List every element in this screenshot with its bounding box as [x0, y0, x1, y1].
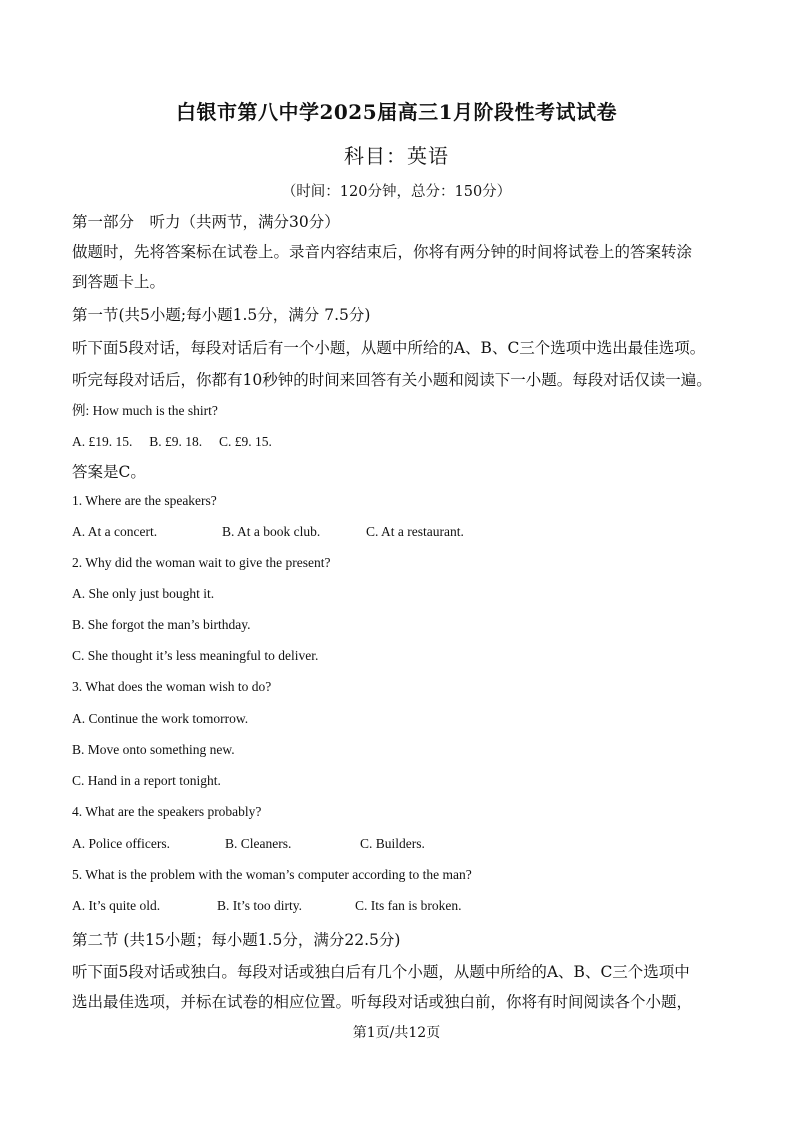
part1-heading: 第一部分 听力（共两节，满分30分）: [72, 213, 340, 231]
question-1-stem: 1. Where are the speakers?: [72, 493, 217, 508]
question-5-option-c: C. Its fan is broken.: [355, 898, 462, 913]
question-4-option-b: B. Cleaners.: [225, 836, 292, 851]
question-3-option-c: C. Hand in a report tonight.: [72, 773, 221, 788]
section2-instructions-line2: 选出最佳选项，并标在试卷的相应位置。听每段对话或独白前，你将有时间阅读各个小题，: [72, 993, 693, 1011]
section2-instructions-line1: 听下面5段对话或独白。每段对话或独白后有几个小题，从题中所给的A、B、C三个选项中: [72, 963, 690, 981]
example-question: 例: How much is the shirt?: [72, 403, 218, 418]
page-number: 第1页/共12页: [352, 1025, 441, 1041]
question-2-stem: 2. Why did the woman wait to give the present?: [72, 555, 331, 570]
question-5-option-a: A. It’s quite old.: [72, 898, 161, 913]
question-3-option-a: A. Continue the work tomorrow.: [72, 711, 249, 726]
question-4-option-a: A. Police officers.: [72, 836, 170, 851]
question-4-stem: 4. What are the speakers probably?: [72, 804, 262, 819]
question-2-option-a: A. She only just bought it.: [72, 586, 215, 601]
question-4-option-c: C. Builders.: [360, 836, 425, 851]
exam-subject: 科目：英语: [344, 144, 449, 168]
question-5-option-b: B. It’s too dirty.: [217, 898, 303, 913]
section1-instructions-line1: 听下面5段对话，每段对话后有一个小题，从题中所给的A、B、C三个选项中选出最佳选项。: [72, 339, 706, 357]
question-3-option-b: B. Move onto something new.: [72, 742, 235, 757]
question-1-option-b: B. At a book club.: [222, 524, 321, 539]
section1-heading: 第一节(共5小题;每小题1.5分，满分 7.5分): [72, 306, 371, 324]
example-options: A. £19. 15. B. £9. 18. C. £9. 15.: [72, 434, 272, 449]
question-5-stem: 5. What is the problem with the woman’s computer according to the man?: [72, 867, 472, 882]
section2-heading: 第二节 (共15小题；每小题1.5分，满分22.5分): [72, 931, 401, 949]
question-1-option-c: C. At a restaurant.: [366, 524, 464, 539]
example-answer: 答案是C。: [72, 463, 146, 481]
question-2-option-b: B. She forgot the man’s birthday.: [72, 617, 251, 632]
exam-time-info: （时间：120分钟，总分：150分）: [281, 184, 512, 200]
question-2-option-c: C. She thought it’s less meaningful to deliver.: [72, 648, 319, 663]
question-3-stem: 3. What does the woman wish to do?: [72, 679, 272, 694]
section1-instructions-line2: 听完每段对话后，你都有10秒钟的时间来回答有关小题和阅读下一小题。每段对话仅读一遍。: [72, 371, 712, 389]
part1-instructions-line1: 做题时，先将答案标在试卷上。录音内容结束后，你将有两分钟的时间将试卷上的答案转涂: [72, 243, 693, 261]
question-1-option-a: A. At a concert.: [72, 524, 158, 539]
exam-title: 白银市第八中学2025届高三1月阶段性考试试卷: [175, 100, 618, 124]
part1-instructions-line2: 到答题卡上。: [72, 273, 166, 291]
